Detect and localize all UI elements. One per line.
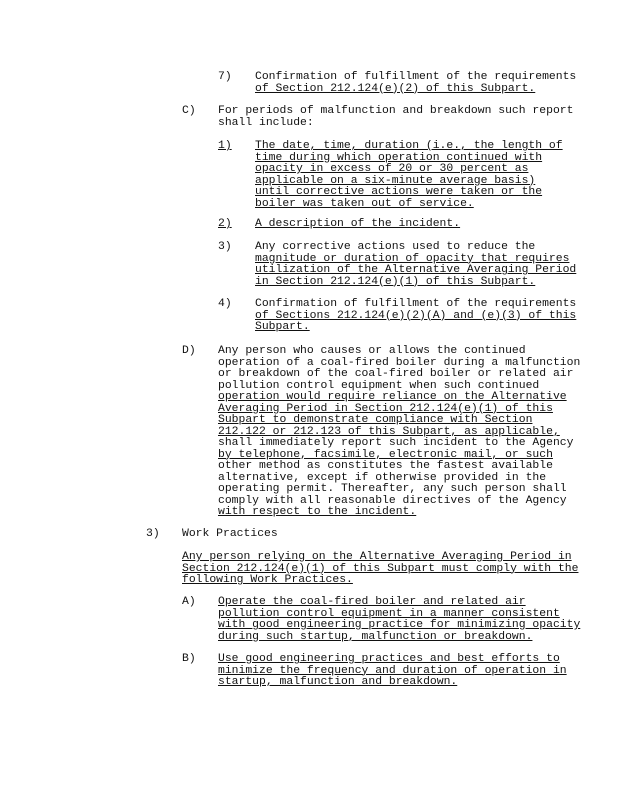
text-line: pollution control equipment when such continued [218, 379, 540, 392]
text-line: operation would require reliance on the Alternative [218, 391, 567, 403]
section-d-label: D) [182, 345, 196, 357]
item-c4-label: 4) [218, 298, 232, 310]
item-3a-label: A) [182, 596, 196, 608]
item-c4-text [255, 299, 576, 334]
section-d-text [218, 346, 580, 519]
text-line: Section 212.124(e)(1) of this Subpart must comply with the [182, 562, 579, 575]
text-line: applicable on a six-minute average basis) [255, 174, 536, 187]
text-line: Confirmation of fulfillment of the requirements [255, 71, 577, 83]
text-line: operating permit. Thereafter, any such person shall [218, 483, 567, 495]
section-3-heading: Work Practices [182, 528, 278, 540]
text-line: comply with all reasonable directives of the Agency [218, 494, 567, 507]
text-line: Subpart. [255, 321, 310, 333]
text-line: other method as constitutes the fastest available [218, 460, 553, 472]
text-line: utilization of the Alternative Averaging Period [255, 264, 577, 276]
text-line: 212.122 or 212.123 of this Subpart, as applicable, [218, 425, 560, 438]
text-line: startup, malfunction and breakdown. [218, 676, 458, 688]
text-line: following Work Practices. [182, 574, 353, 586]
text-line: time during which operation continued with [255, 151, 543, 164]
text-line: minimize the frequency and duration of operation in [218, 664, 567, 677]
text-line: of Sections 212.124(e)(2)(A) and (e)(3) of this [255, 309, 577, 322]
item-3b-label: B) [182, 653, 196, 665]
text-line: of Section 212.124(e)(2) of this Subpart. [255, 82, 536, 95]
text-line: Any corrective actions used to reduce the [255, 241, 536, 253]
text-line: boiler was taken out of service. [255, 197, 474, 210]
text-line: opacity in excess of 20 or 30 percent as [255, 163, 529, 175]
text-line: Use good engineering practices and best efforts to [218, 653, 560, 665]
text-line: by telephone, facsimile, electronic mail, or such [218, 448, 553, 461]
section-c-text [218, 106, 573, 129]
text-line: Confirmation of fulfillment of the requirements [255, 298, 577, 310]
section-3-intro [182, 552, 578, 587]
item-c3-text [255, 242, 576, 288]
text-line: Operate the coal-fired boiler and related air [218, 596, 526, 608]
item-c1-text [255, 141, 563, 210]
item-7-text [255, 72, 576, 95]
text-line: For periods of malfunction and breakdown such report [218, 105, 574, 117]
text-line: or breakdown of the coal-fired boiler or related air [218, 368, 574, 380]
text-line: Averaging Period in Section 212.124(e)(1) of this [218, 402, 553, 415]
item-3a-text [218, 597, 580, 643]
text-line: with respect to the incident. [218, 506, 417, 518]
text-line: during such startup, malfunction or breakdown. [218, 630, 533, 643]
text-line: magnitude or duration of opacity that requires [255, 252, 570, 265]
section-3-label: 3) [146, 528, 160, 540]
text-line: A description of the incident. [255, 218, 461, 230]
text-line: until corrective actions were taken or the [255, 186, 543, 198]
text-line: Subpart to demonstrate compliance with Section [218, 414, 533, 426]
text-line: operation of a coal-fired boiler during a malfunction [218, 356, 581, 369]
item-c3-label: 3) [218, 241, 232, 253]
item-7-label: 7) [218, 71, 232, 83]
text-line: with good engineering practice for minimizing opacity [218, 619, 581, 631]
text-line: shall include: [218, 116, 314, 129]
text-line: pollution control equipment in a manner consistent [218, 607, 560, 620]
text-line: Any person relying on the Alternative Averaging Period in [182, 551, 572, 563]
text-line: alternative, except if otherwise provided in the [218, 471, 547, 484]
text-line: Any person who causes or allows the continued [218, 345, 526, 357]
text-line: shall immediately report such incident to the Agency [218, 437, 574, 449]
item-c2-label: 2) [218, 218, 232, 230]
item-c2-text [255, 219, 460, 231]
section-c-label: C) [182, 105, 196, 117]
text-line: The date, time, duration (i.e., the length of [255, 140, 563, 152]
item-3b-text [218, 654, 567, 689]
item-c1-label: 1) [218, 140, 232, 152]
text-line: in Section 212.124(e)(1) of this Subpart. [255, 275, 536, 288]
